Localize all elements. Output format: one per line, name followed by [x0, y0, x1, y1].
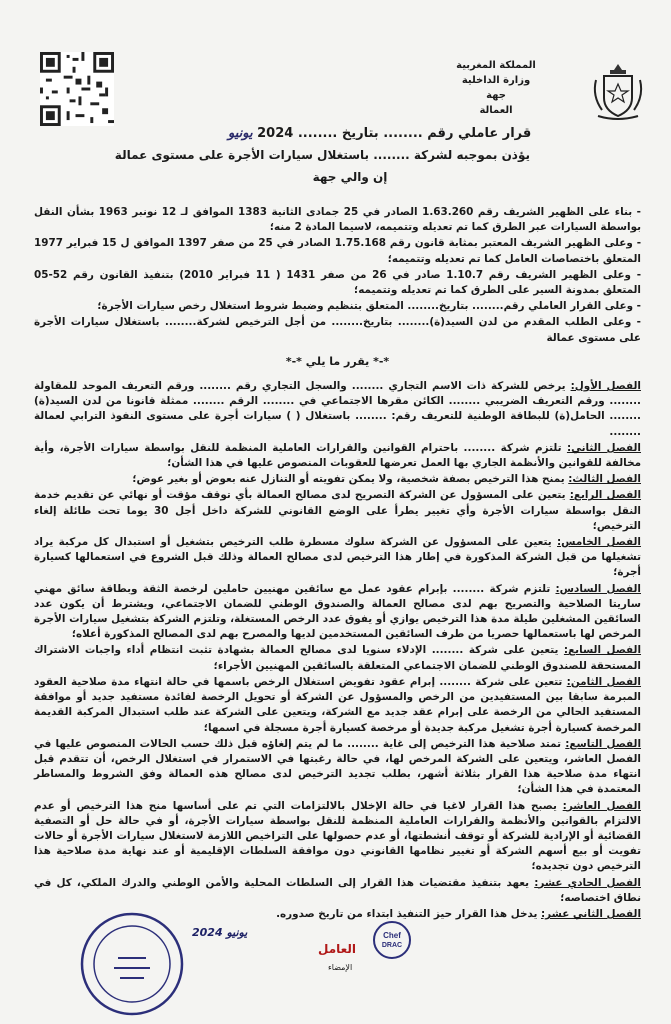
- article-1: [34, 379, 641, 440]
- header-prefecture: العمالة: [479, 105, 513, 116]
- article-7: [34, 643, 641, 673]
- header-kingdom: المملكة المغربية: [456, 60, 536, 71]
- preamble-item: - وعلى الطلب المقدم من لدن السيد(ة)........ بتاريخ........ من أجل الترخيص لشركة........ باستغلال سيارات الأجرة على مستوى عمالة: [34, 316, 641, 344]
- decision-ref-text: قرار عاملي رقم ........ بتاريخ ........ 2024: [257, 126, 532, 141]
- signer-title: العامل: [318, 942, 357, 956]
- article-label: الفصل السادس:: [555, 582, 641, 595]
- article-label: الفصل التاسع:: [565, 737, 642, 750]
- header-ministry: وزارة الداخلية: [461, 75, 531, 86]
- article-label: الفصل الثامن:: [566, 675, 641, 688]
- article-text: يدخل هذا القرار حيز التنفيذ ابتداء من تاريخ صدوره.: [276, 907, 538, 920]
- article-text: يتعين على المسؤول عن الشركة سلوك مسطرة طلب الترخيص بتشغيل أو استبدال كل مركبة يراد تشغيلها من قبل الشركة المذكورة في إطار هذا الترخيص لدى مصالح العمالة وذلك قبل الشروع في استعمالها كسيارة أجرة؛: [34, 536, 641, 579]
- article-3: [34, 472, 641, 487]
- article-10: [34, 799, 641, 875]
- official-round-stamp: [78, 910, 186, 1018]
- article-2: [34, 441, 641, 471]
- article-text: يعهد بتنفيذ مقتضيات هذا القرار إلى السلطات المحلية والأمن الوطني والدرك الملكي، كل في نطاق اختصاصه؛: [34, 876, 641, 904]
- decision-reference: [222, 126, 531, 141]
- article-text: تمتد صلاحية هذا الترخيص إلى غاية ........ ما لم يتم إلغاؤه قبل ذلك حسب الحالات المنصوص عليها في الفصل العاشر، ويتعين على الشركة المرخص لها، في حالة رغبتها في الاستمرار في استغلال الرخص، أن تتقدم قبل انتهاء مدة صلاحية هذا القرار بثلاثة أشهر، بطلب تجديد الترخيص لدى مصالح هذه العمالة وفق الشروط والمساطر المعتمدة في هذا الشأن؛: [34, 737, 641, 796]
- signature-date-handwritten: 2024 يونيو: [192, 926, 248, 939]
- header-region: جهة: [486, 90, 506, 101]
- article-text: يتعين على شركة ........ الإدلاء سنويا لدى مصالح العمالة بشهادة تثبت انتظام أداء واجبات الاشتراك المستحقة للصندوق الوطني للضمان الاجتماعي المتعلقة بالسائقين المهنيين الأجراء؛: [34, 644, 641, 672]
- article-label: الفصل الأول:: [570, 380, 641, 393]
- article-6: [34, 582, 641, 643]
- article-text: تلتزم شركة ........ بإبرام عقود عمل مع سائقين مهنيين حاملين لرخصة الثقة وبطاقة سائق مهني ساريتا الصلاحية والتصريح بهم لدى مصالح العمالة والصندوق الوطني للضمان الاجتماعي، ويشترط أن يكون عدد السائقين المشغلين طيلة مدة هذا الترخيص يوازي أو يفوق عدد الرخص المستغلة، وتلتزم الشركة بتشغيل سيارات الأجرة المرخص لها باستعمالها حصريا من طرف السائقين المستخدمين لديها والمصرح بهم لدى المصالح المذكورة أعلاه؛: [34, 582, 641, 641]
- article-label: الفصل الحادي عشر:: [534, 876, 641, 889]
- article-8: [34, 675, 641, 736]
- article-text: يمنح هذا الترخيص بصفة شخصية، ولا يمكن تفويته أو التنازل عنه بعوض أو بغير عوض؛: [132, 473, 565, 486]
- preamble-item: - بناء على الظهير الشريف رقم 1.63.260 الصادر في 25 جمادى الثانية 1383 الموافق لـ 12 نونبر 1963 بشأن النقل بواسطة السيارات عبر الطرق كما تم تعديله وتتميمه، لاسيما المادة 2 منه؛: [34, 206, 641, 234]
- decision-date-handwritten: يونيو: [228, 126, 253, 141]
- article-9: [34, 737, 641, 798]
- article-label: الفصل الثاني:: [566, 441, 641, 454]
- preamble-item: - وعلى الظهير الشريف المعتبر بمثابة قانون رقم 1.75.168 الصادر في 25 من صفر 1397 الموافق ل 15 فبراير 1977 المتعلق باختصاصات العامل كما تم تعديله وتتميمه؛: [34, 237, 642, 265]
- svg-text:DRAC: DRAC: [381, 942, 403, 949]
- decision-authority: إن والي جهة: [312, 170, 388, 184]
- article-11: [34, 876, 641, 906]
- decides-heading: *-* يقرر ما يلي *-*: [285, 354, 390, 368]
- signature-caption: الإمضاء: [328, 963, 353, 972]
- article-label: الفصل الخامس:: [557, 536, 641, 549]
- article-text: تتعين على شركة ........ إبرام عقود تفويض استغلال الرخص باسمها في حالة انتهاء مدة صلاحية العقود المبرمة سابقا بين المستفيدين من الرخص والمسؤول عن الشركة أو تحويل الرخصة لفائدة مستفيد جديد أو موافقة المستفيد الحالي من الرخصة على إبرام عقد جديد مع الشركة، ويتعين على الشركة عند طلب استبدال المركبة القديمة المرخصة كسيارة أجرة تشغيل مركبة جديدة أو مرخصة كسيارة أجرة مسجلة في اسمها؛: [34, 675, 641, 734]
- article-label: الفصل الرابع:: [569, 489, 642, 502]
- article-label: الفصل السابع:: [563, 644, 642, 657]
- article-text: يتعين على المسؤول عن الشركة التصريح لدى مصالح العمالة بأي توقف مؤقت أو نهائي عن تقديم خدمة النقل بواسطة سيارات الأجرة وأي تغيير يطرأ على الوضع القانوني للشركة داخل أجل 30 يوما تحت طائلة إلغاء الترخيص؛: [34, 489, 641, 532]
- article-5: [34, 535, 641, 581]
- article-label: الفصل العاشر:: [562, 799, 641, 812]
- article-label: الفصل الثاني عشر:: [541, 907, 641, 920]
- preamble-item: - وعلى القرار العاملي رقم........ بتاريخ........ المتعلق بتنظيم وضبط شروط استغلال رخص سيارات الأجرة؛: [97, 300, 641, 313]
- article-text: يرخص للشركة ذات الاسم التجاري ........ والسجل التجاري رقم ........ ورقم التعريف الموحد للمقاولة ........ ورقم التعريف الضريبي ........ الكائن مقرها الاجتماعي في ........ الرقم ........ ممثلة قانونا من لدن السيد(ة) ........ الحامل(ة) للبطاقة الوطنية للتعريف رقم: ........ باستغلال ( ) سيارات أجرة على مستوى النفوذ الترابي لعمالة ........: [34, 380, 641, 438]
- article-label: الفصل الثالث:: [568, 473, 641, 486]
- article-text: يصبح هذا القرار لاغيا في حالة الإخلال بالالتزامات التي تم على أساسها منح هذا الترخيص أو عدم الالتزام بالقوانين والأنظمة والقرارات العاملية المنظمة للنقل بواسطة سيارات الأجرة، أو في حالة حل أو التصفية القضائية أو الإرادية للشركة أو توقف أنشطتها، أو عدم حصولها على التراخيص اللازمة لاستغلال سيارات الأجرة أو حالات تفويت أو بيع أسهم الشركة أو تغيير نظامها القانوني دون موافقة السلطات الإقليمية أو عند نهاية مدة صلاحية هذا الترخيص دون تجديده؛: [34, 799, 641, 873]
- article-4: [34, 488, 641, 534]
- preamble-item: - وعلى الظهير الشريف رقم 1.10.7 صادر في 26 من صفر 1431 ( 11 فبراير 2010) بتنفيذ القانون رقم 52-05 المتعلق بمدونة السير على الطرق كما تم تعديله وتتميمه؛: [34, 268, 642, 297]
- chef-drac-stamp: [372, 920, 412, 960]
- royal-emblem-icon: [590, 60, 646, 122]
- qr-code: [40, 52, 114, 126]
- svg-text:Chef: Chef: [383, 931, 401, 940]
- ministry-header: [426, 58, 566, 118]
- article-text: تلتزم شركة ........ باحترام القوانين والقرارات العاملية المنظمة للنقل بواسطة سيارات الأجرة، وأية مخالفة للقوانين والأنظمة الجاري بها العمل تعرضها للعقوبات المنصوص عليها في هذا الشأن؛: [34, 441, 641, 470]
- decision-title: يؤذن بموجبه لشركة ........ باستغلال سيارات الأجرة على مستوى عمالة: [114, 148, 530, 162]
- document-body: [34, 205, 641, 923]
